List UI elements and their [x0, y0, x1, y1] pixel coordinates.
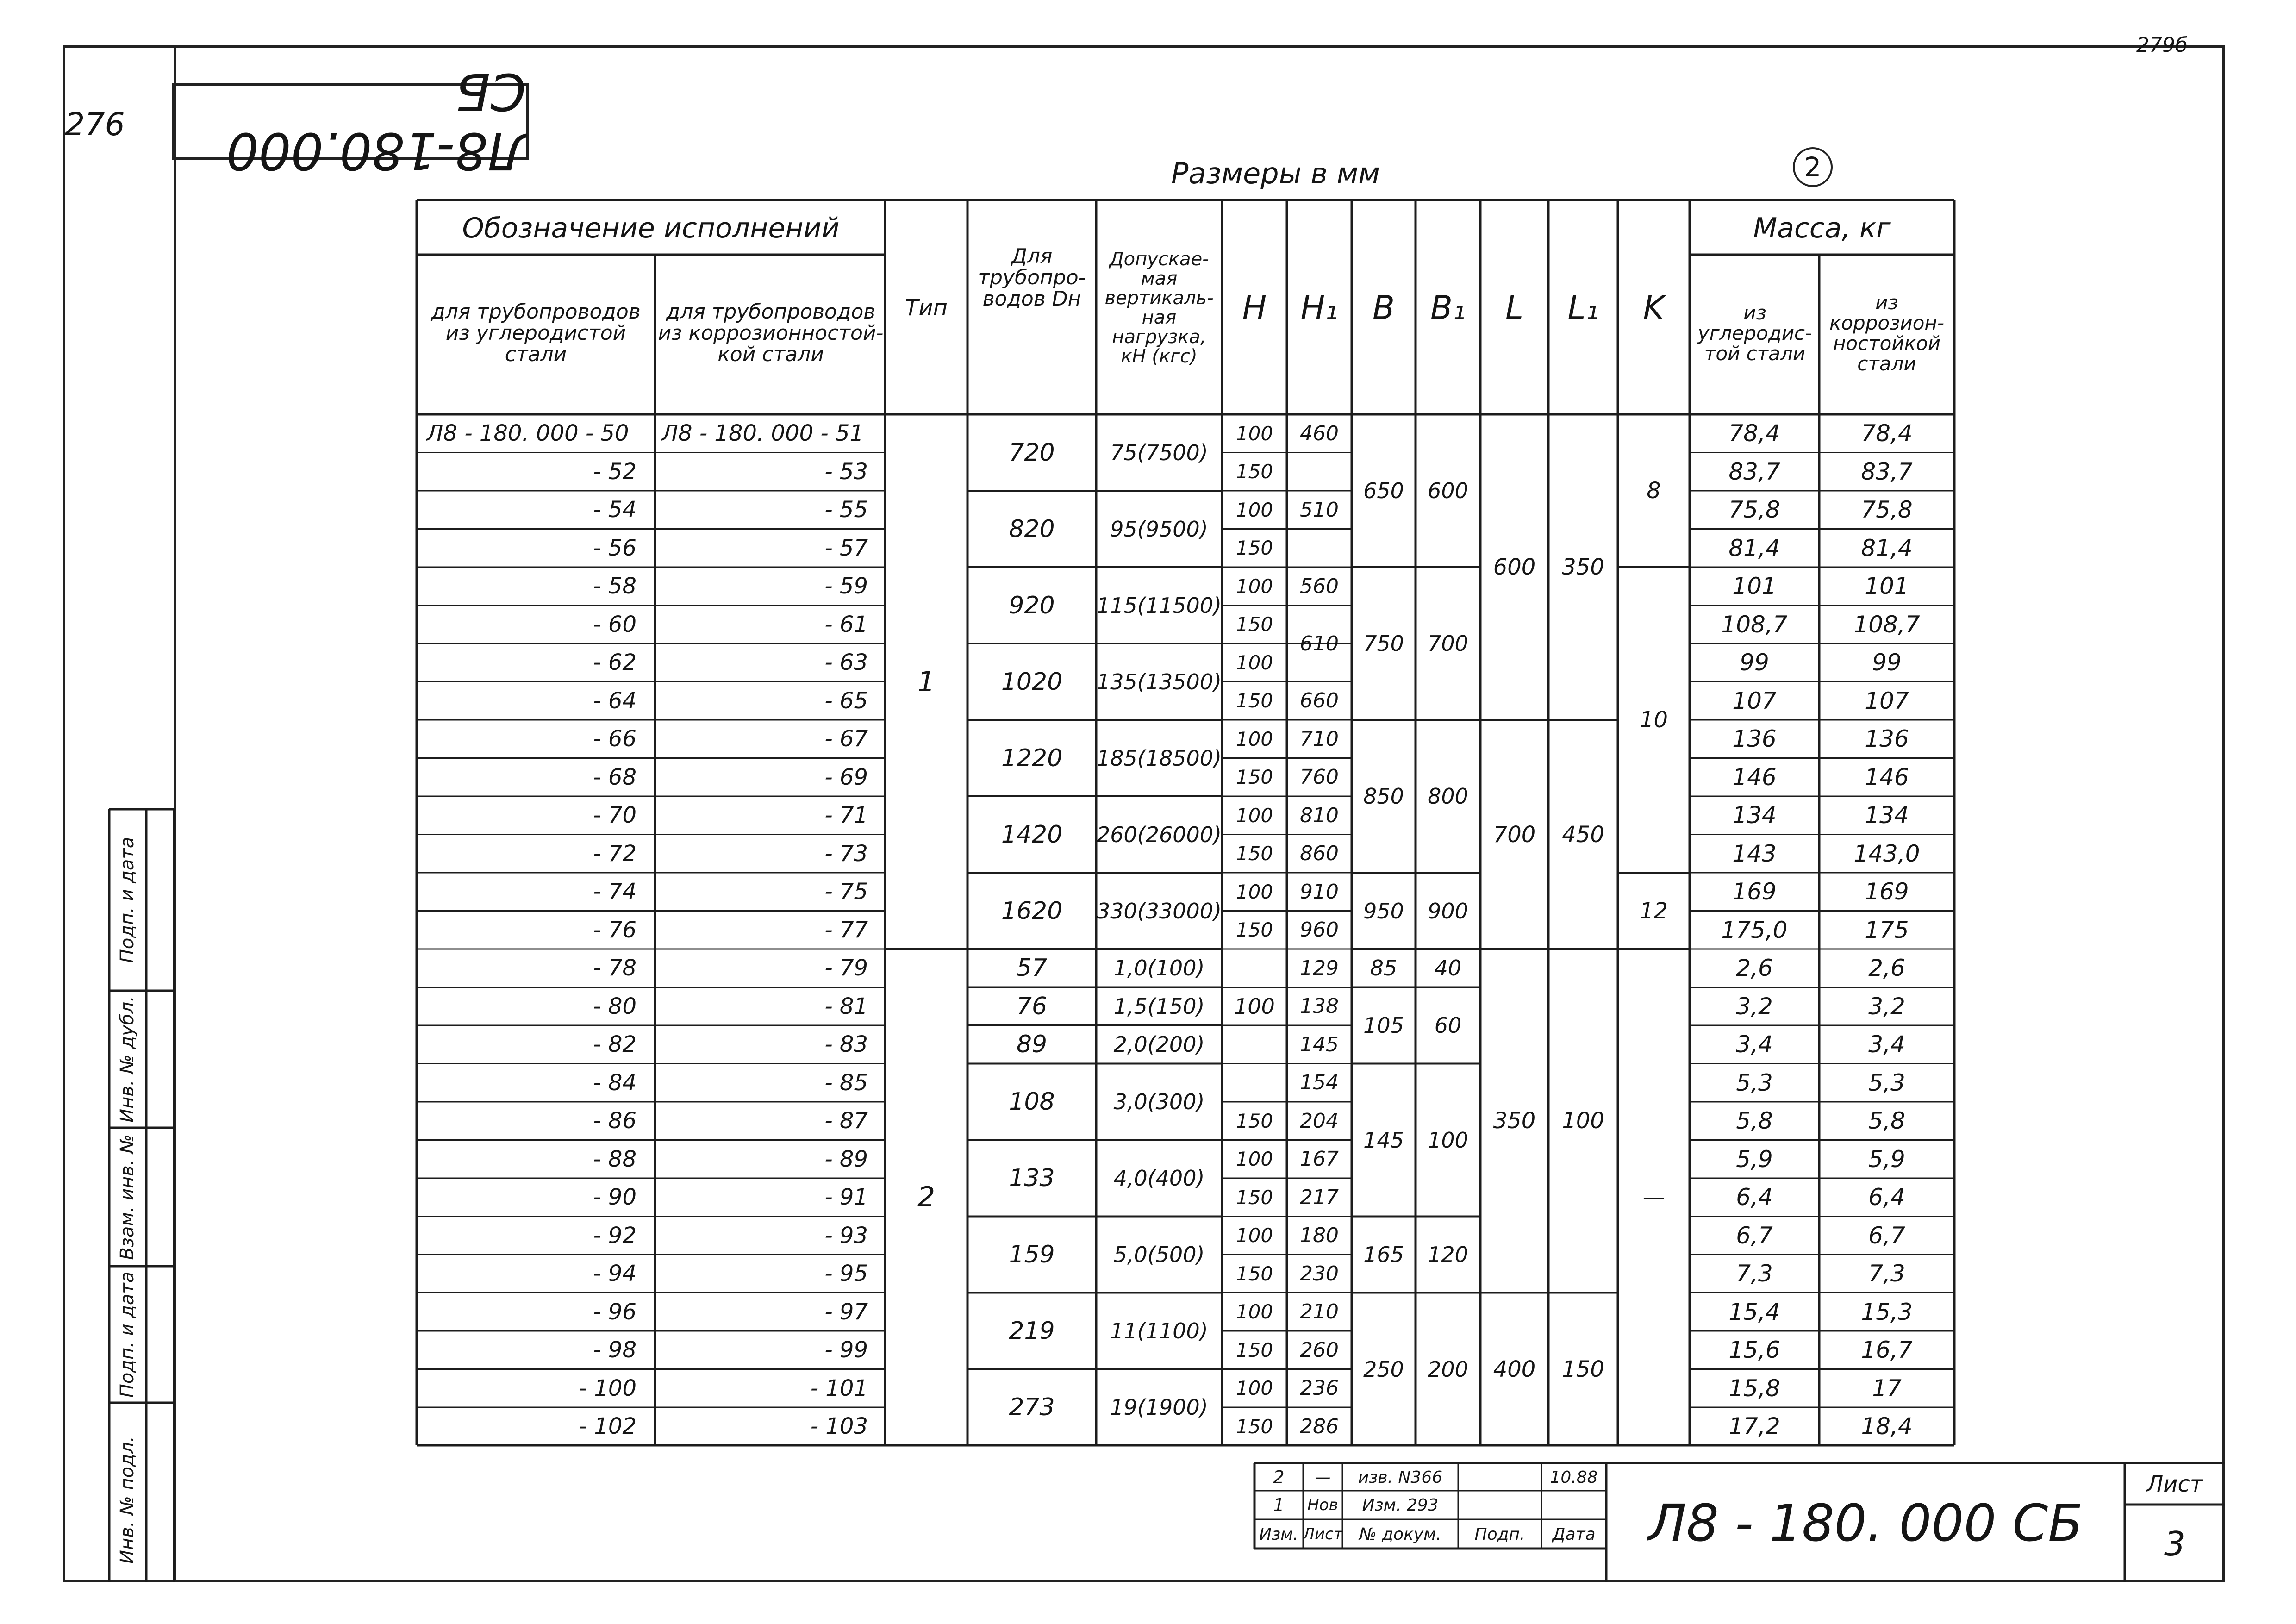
- mass-corrosion: 146: [1865, 763, 1909, 791]
- mass-corrosion: 3,2: [1868, 993, 1905, 1020]
- h-value: 100: [1235, 498, 1273, 521]
- designation-corrosion: - 75: [824, 879, 868, 905]
- h1-value: 217: [1300, 1185, 1339, 1209]
- designation-carbon: - 86: [593, 1108, 636, 1134]
- mass-corrosion: 6,7: [1868, 1222, 1905, 1249]
- rotated-doc-code: Л8-180.000 СБ: [172, 83, 529, 160]
- mass-corrosion: 5,9: [1868, 1145, 1905, 1173]
- mass-corrosion: 7,3: [1868, 1260, 1905, 1287]
- page-number-right: 279б: [2136, 33, 2188, 57]
- h-value: 100: [1235, 1224, 1273, 1247]
- stamp-podp-data-1: Подп. и дата: [117, 1271, 138, 1398]
- designation-carbon: - 82: [593, 1031, 636, 1058]
- mass-carbon: 5,3: [1736, 1069, 1773, 1096]
- designation-corrosion: - 79: [824, 955, 868, 981]
- header-corrosion-steel: для трубопроводов из коррозионностой-кой стали: [658, 300, 884, 367]
- load-value: 115(11500): [1096, 593, 1222, 618]
- h-value: 150: [1235, 537, 1273, 560]
- designation-carbon: - 72: [593, 840, 636, 867]
- mass-carbon: 78,4: [1728, 420, 1780, 447]
- tb-izm: 1: [1273, 1495, 1285, 1515]
- designation-corrosion: - 87: [824, 1108, 868, 1134]
- mass-corrosion: 81,4: [1861, 534, 1913, 562]
- designation-corrosion: - 93: [824, 1222, 868, 1249]
- h1-value: 286: [1300, 1414, 1339, 1438]
- b1-value: 900: [1428, 898, 1468, 924]
- mass-carbon: 2,6: [1736, 955, 1773, 982]
- designation-carbon: - 56: [593, 535, 636, 561]
- load-value: 95(9500): [1110, 516, 1208, 542]
- stamp-inv-podl: Инв. № подл.: [117, 1436, 138, 1564]
- h1-value: 810: [1300, 803, 1339, 827]
- designation-carbon: - 80: [593, 993, 636, 1019]
- pipe-dn: 820: [1009, 515, 1055, 543]
- pipe-dn: 1020: [1001, 668, 1063, 696]
- b-value: 85: [1370, 956, 1398, 981]
- designation-carbon: - 76: [593, 917, 636, 943]
- h-value: 150: [1235, 1338, 1273, 1362]
- b-value: 750: [1363, 631, 1404, 656]
- h-value: 100: [1235, 422, 1273, 445]
- mass-corrosion: 17: [1872, 1374, 1902, 1402]
- designation-carbon: - 58: [593, 573, 636, 600]
- designation-corrosion: - 53: [824, 458, 868, 485]
- designation-corrosion: - 59: [824, 573, 868, 600]
- pipe-dn: 76: [1016, 992, 1048, 1020]
- l-value: 600: [1493, 554, 1536, 580]
- load-value: 5,0(500): [1113, 1242, 1205, 1267]
- tb-data: [1541, 1492, 1606, 1518]
- h-value: 100: [1235, 651, 1273, 674]
- h1-merged: 510: [1300, 498, 1339, 522]
- mass-corrosion: 18,4: [1861, 1413, 1913, 1440]
- h1-value: 710: [1300, 727, 1339, 751]
- k-value: 12: [1639, 898, 1668, 924]
- tb-list: Нов: [1307, 1496, 1338, 1514]
- load-value: 11(1100): [1110, 1318, 1208, 1343]
- mass-corrosion: 134: [1865, 802, 1909, 829]
- tb-izm: 2: [1273, 1467, 1285, 1487]
- designation-carbon: Л8 - 180. 000 - 50: [426, 420, 629, 447]
- mass-carbon: 15,6: [1728, 1337, 1780, 1364]
- h1-value: 154: [1300, 1071, 1339, 1095]
- load-value: 2,0(200): [1113, 1032, 1205, 1057]
- b1-value: 600: [1428, 478, 1468, 503]
- header-mass: Масса, кг: [1753, 212, 1891, 244]
- tb-doc: Изм. 293: [1362, 1495, 1439, 1515]
- mass-carbon: 15,8: [1728, 1374, 1780, 1402]
- designation-carbon: - 92: [593, 1222, 636, 1249]
- mass-carbon: 6,4: [1736, 1184, 1773, 1211]
- header-H1: H₁: [1300, 289, 1338, 327]
- designation-carbon: - 60: [593, 611, 636, 637]
- k-value: —: [1642, 1184, 1665, 1211]
- h-value: 100: [1235, 1300, 1273, 1324]
- h1-value: 230: [1300, 1262, 1339, 1286]
- mass-carbon: 15,4: [1728, 1298, 1780, 1325]
- mass-carbon: 83,7: [1728, 458, 1780, 485]
- pipe-dn: 720: [1009, 438, 1055, 467]
- h1-value: 204: [1300, 1109, 1339, 1133]
- mass-corrosion: 15,3: [1861, 1298, 1913, 1325]
- designation-corrosion: - 81: [824, 993, 868, 1019]
- load-value: 330(33000): [1096, 898, 1222, 924]
- header-load: Допускае-мая вертикаль-ная нагрузка, кН (кгс): [1104, 249, 1214, 367]
- designation-carbon: - 52: [593, 458, 636, 485]
- pipe-dn: 108: [1009, 1088, 1055, 1116]
- pipe-dn: 1620: [1001, 897, 1063, 925]
- designation-carbon: - 54: [593, 497, 636, 523]
- l1-value: 450: [1562, 821, 1604, 848]
- designation-corrosion: - 67: [824, 726, 868, 752]
- mass-corrosion: 99: [1872, 649, 1902, 676]
- mass-corrosion: 143,0: [1853, 840, 1920, 867]
- b-value: 650: [1363, 478, 1404, 503]
- mass-corrosion: 78,4: [1861, 420, 1913, 447]
- mass-corrosion: 3,4: [1868, 1031, 1905, 1058]
- designation-corrosion: - 83: [824, 1031, 868, 1058]
- designation-carbon: - 84: [593, 1069, 636, 1096]
- h1-value: 660: [1300, 689, 1339, 713]
- mass-carbon: 146: [1732, 763, 1777, 791]
- h1-value: 560: [1300, 574, 1339, 598]
- mass-carbon: 7,3: [1736, 1260, 1773, 1287]
- b1-value: 200: [1428, 1356, 1468, 1382]
- b-value: 850: [1363, 784, 1404, 809]
- l1-value: 350: [1562, 554, 1604, 580]
- mass-corrosion: 101: [1865, 573, 1909, 600]
- pipe-dn: 1220: [1001, 744, 1063, 772]
- h-value: 150: [1235, 689, 1273, 712]
- mass-carbon: 134: [1732, 802, 1777, 829]
- mass-carbon: 81,4: [1728, 534, 1780, 562]
- h1-value: 129: [1300, 956, 1339, 980]
- header-type: Тип: [905, 295, 948, 321]
- mass-carbon: 17,2: [1728, 1413, 1780, 1440]
- k-value: 8: [1647, 478, 1661, 504]
- h-value: 150: [1235, 460, 1273, 483]
- h-value: 150: [1235, 1415, 1273, 1438]
- designation-corrosion: - 65: [824, 687, 868, 714]
- h1-value: 145: [1300, 1032, 1339, 1056]
- h1-value: 260: [1300, 1338, 1339, 1362]
- header-designation: Обозначение исполнений: [462, 212, 840, 244]
- designation-corrosion: - 103: [810, 1413, 868, 1440]
- designation-carbon: - 70: [593, 802, 636, 829]
- mass-carbon: 136: [1732, 725, 1777, 753]
- designation-corrosion: - 57: [824, 535, 868, 561]
- h1-merged: 610: [1300, 631, 1339, 656]
- mass-corrosion: 75,8: [1861, 496, 1913, 524]
- page-number-left: 276: [65, 106, 125, 143]
- designation-corrosion: - 97: [824, 1299, 868, 1325]
- mass-corrosion: 2,6: [1868, 955, 1905, 982]
- header-mass-corrosion: из коррозион-ностойкой стали: [1829, 291, 1945, 375]
- pipe-dn: 89: [1016, 1031, 1048, 1059]
- header-carbon-steel: для трубопроводов из углеродистой стали: [431, 300, 641, 367]
- designation-corrosion: - 95: [824, 1261, 868, 1287]
- mass-corrosion: 5,3: [1868, 1069, 1905, 1096]
- type-2: 2: [917, 1181, 936, 1213]
- pipe-dn: 57: [1016, 954, 1048, 982]
- tb-label-list: Лист: [1303, 1525, 1343, 1543]
- designation-corrosion: - 89: [824, 1146, 868, 1172]
- h1-value: 180: [1300, 1224, 1339, 1248]
- load-value: 135(13500): [1096, 669, 1222, 694]
- load-value: 3,0(300): [1113, 1089, 1205, 1114]
- l1-value: 100: [1562, 1108, 1604, 1134]
- designation-carbon: - 74: [593, 879, 636, 905]
- tb-label-doc: № докум.: [1359, 1524, 1441, 1544]
- load-value: 185(18500): [1096, 745, 1222, 771]
- b1-value: 60: [1434, 1013, 1462, 1038]
- h-value: 100: [1235, 575, 1273, 598]
- load-value: 19(1900): [1110, 1395, 1208, 1420]
- h1-value: 960: [1300, 918, 1339, 942]
- pipe-dn: 273: [1009, 1393, 1055, 1421]
- h-value: 150: [1235, 613, 1273, 636]
- designation-carbon: - 98: [593, 1337, 636, 1363]
- pipe-dn: 920: [1009, 591, 1055, 619]
- header-H: H: [1242, 289, 1267, 327]
- load-value: 1,5(150): [1113, 993, 1205, 1019]
- tb-label-data: Дата: [1552, 1524, 1596, 1544]
- load-value: 1,0(100): [1113, 956, 1205, 981]
- tb-data: 10.88: [1550, 1468, 1598, 1487]
- h1-value: 138: [1300, 994, 1339, 1018]
- designation-carbon: - 64: [593, 687, 636, 714]
- mass-carbon: 5,8: [1736, 1107, 1773, 1135]
- size-caption: Размеры в мм: [1171, 156, 1380, 190]
- tb-label-izm: Изм.: [1259, 1524, 1298, 1544]
- tb-sheet-label: Лист: [2146, 1471, 2203, 1497]
- mass-carbon: 108,7: [1721, 611, 1788, 638]
- l-value: 400: [1493, 1356, 1536, 1382]
- b1-value: 100: [1428, 1127, 1468, 1153]
- stamp-inv-dubl: Инв. № дубл.: [117, 996, 138, 1123]
- mass-corrosion: 136: [1865, 725, 1909, 753]
- h-value: 100: [1235, 1377, 1273, 1400]
- stamp-vzam-inv: Взам. инв. №: [117, 1134, 138, 1260]
- mass-carbon: 99: [1740, 649, 1769, 676]
- mass-corrosion: 107: [1865, 687, 1909, 714]
- h-value: 150: [1235, 1186, 1273, 1209]
- load-value: 4,0(400): [1113, 1166, 1205, 1191]
- type-1: 1: [917, 665, 936, 698]
- header-L: L: [1505, 289, 1523, 327]
- h1-value: 210: [1300, 1300, 1339, 1324]
- mass-carbon: 3,2: [1736, 993, 1773, 1020]
- mass-corrosion: 108,7: [1853, 611, 1920, 638]
- header-pipe-dn: Для трубопро-водов Dн: [978, 244, 1086, 311]
- designation-carbon: - 94: [593, 1261, 636, 1287]
- l1-value: 150: [1562, 1356, 1604, 1382]
- designation-corrosion: - 99: [824, 1337, 868, 1363]
- h-value: 150: [1235, 842, 1273, 865]
- designation-carbon: - 62: [593, 650, 636, 676]
- mass-carbon: 169: [1732, 878, 1777, 906]
- designation-carbon: - 102: [579, 1413, 636, 1440]
- designation-corrosion: - 63: [824, 650, 868, 676]
- designation-corrosion: - 61: [824, 611, 868, 637]
- tb-doc: изв. N366: [1358, 1468, 1443, 1487]
- designation-corrosion: - 85: [824, 1069, 868, 1096]
- h-value: 100: [1235, 1148, 1273, 1171]
- mass-carbon: 107: [1732, 687, 1777, 714]
- mass-corrosion: 175: [1865, 916, 1909, 943]
- b-value: 145: [1363, 1127, 1404, 1153]
- designation-carbon: - 90: [593, 1184, 636, 1211]
- mass-corrosion: 5,8: [1868, 1107, 1905, 1135]
- designation-carbon: - 78: [593, 955, 636, 981]
- designation-carbon: - 100: [579, 1375, 636, 1401]
- b1-value: 800: [1428, 784, 1468, 809]
- header-B1: B₁: [1430, 289, 1466, 327]
- b-value: 105: [1363, 1013, 1404, 1038]
- designation-carbon: - 96: [593, 1299, 636, 1325]
- pipe-dn: 219: [1009, 1317, 1055, 1345]
- mass-carbon: 143: [1732, 840, 1777, 867]
- pipe-dn: 1420: [1001, 820, 1063, 849]
- mass-corrosion: 16,7: [1861, 1337, 1913, 1364]
- mass-carbon: 101: [1732, 573, 1777, 600]
- tb-list: —: [1315, 1468, 1331, 1487]
- h1-value: 760: [1300, 765, 1339, 789]
- l-value: 700: [1493, 821, 1536, 848]
- mass-carbon: 3,4: [1736, 1031, 1773, 1058]
- h1-value: 910: [1300, 880, 1339, 904]
- tb-sheet-number: 3: [2164, 1524, 2185, 1563]
- b1-value: 40: [1434, 956, 1462, 981]
- designation-corrosion: - 77: [824, 917, 868, 943]
- designation-corrosion: - 73: [824, 840, 868, 867]
- load-value: 260(26000): [1096, 822, 1222, 847]
- l-value: 350: [1493, 1108, 1536, 1134]
- h-value: 150: [1235, 1262, 1273, 1285]
- pipe-dn: 133: [1009, 1164, 1055, 1192]
- b-value: 950: [1363, 898, 1404, 924]
- designation-corrosion: - 101: [810, 1375, 868, 1401]
- load-value: 75(7500): [1110, 440, 1208, 465]
- stamp-podp-data-2: Подп. и дата: [117, 837, 138, 963]
- h-value: 150: [1235, 918, 1273, 942]
- tb-label-podp: Подп.: [1474, 1524, 1525, 1544]
- k-value: 10: [1639, 707, 1668, 733]
- h-value: 150: [1235, 1109, 1273, 1132]
- sheet-mark-circle: 2: [1793, 147, 1833, 187]
- h-merged: 100: [1234, 993, 1275, 1019]
- mass-carbon: 6,7: [1736, 1222, 1773, 1249]
- b-value: 250: [1363, 1356, 1404, 1382]
- h-value: 100: [1235, 804, 1273, 827]
- h-value: 100: [1235, 880, 1273, 903]
- h-value: 150: [1235, 766, 1273, 789]
- header-B: B: [1372, 289, 1395, 327]
- h1-value: 167: [1300, 1147, 1339, 1171]
- tb-designation: Л8 - 180. 000 СБ: [1648, 1493, 2083, 1553]
- designation-corrosion: - 91: [824, 1184, 868, 1211]
- header-K: K: [1643, 289, 1665, 327]
- header-mass-carbon: из углеродис-той стали: [1697, 301, 1812, 365]
- designation-corrosion: - 71: [824, 802, 868, 829]
- mass-carbon: 175,0: [1721, 916, 1788, 943]
- mass-carbon: 5,9: [1736, 1145, 1773, 1173]
- mass-corrosion: 169: [1865, 878, 1909, 906]
- pipe-dn: 159: [1009, 1241, 1055, 1268]
- b-value: 165: [1363, 1242, 1404, 1267]
- designation-carbon: - 88: [593, 1146, 636, 1172]
- header-L1: L₁: [1567, 289, 1599, 327]
- h1-value: 460: [1300, 421, 1339, 445]
- mass-corrosion: 83,7: [1861, 458, 1913, 485]
- designation-carbon: - 66: [593, 726, 636, 752]
- mass-corrosion: 6,4: [1868, 1184, 1905, 1211]
- designation-corrosion: - 55: [824, 497, 868, 523]
- h1-value: 860: [1300, 842, 1339, 866]
- h1-value: 236: [1300, 1376, 1339, 1400]
- b1-value: 700: [1428, 631, 1468, 656]
- mass-carbon: 75,8: [1728, 496, 1780, 524]
- designation-carbon: - 68: [593, 764, 636, 790]
- b1-value: 120: [1428, 1242, 1468, 1267]
- designation-corrosion: - 69: [824, 764, 868, 790]
- h-value: 100: [1235, 727, 1273, 750]
- designation-corrosion: Л8 - 180. 000 - 51: [661, 420, 864, 447]
